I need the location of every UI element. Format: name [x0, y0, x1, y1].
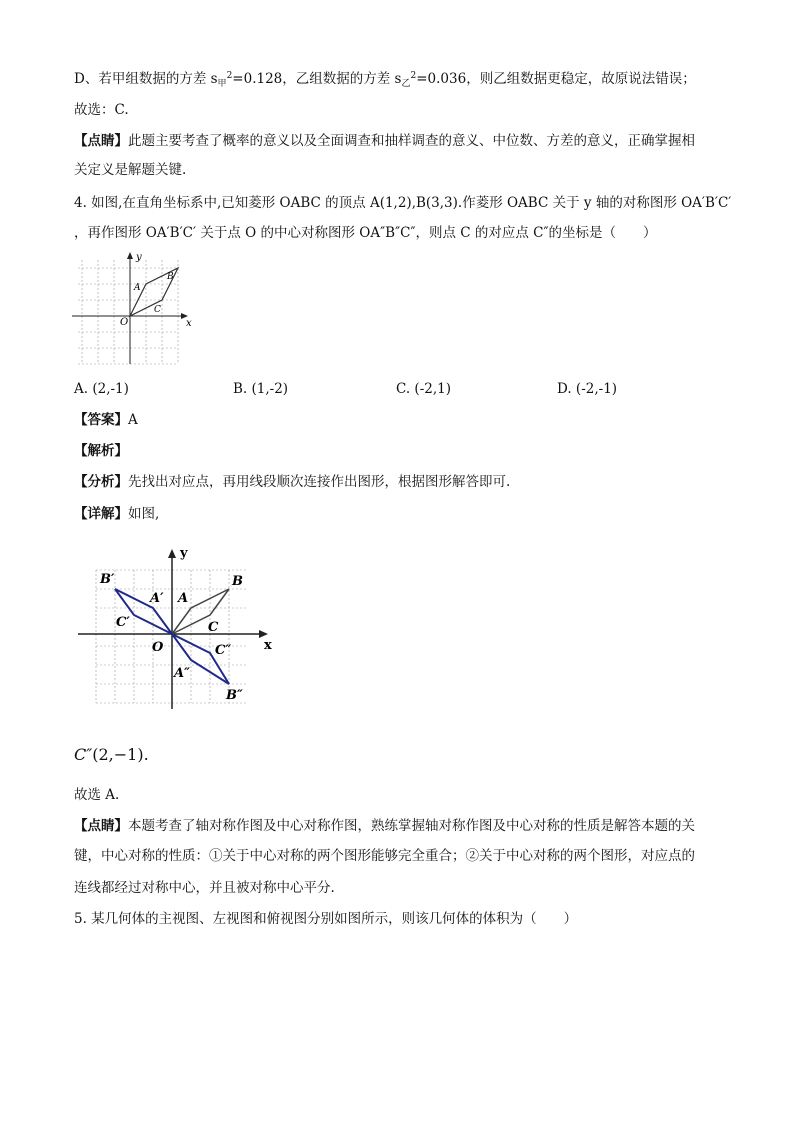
label-x: x: [186, 318, 192, 329]
option-c: C. (-2,1): [396, 381, 451, 397]
text-part: D、若甲组数据的方差 s: [74, 71, 218, 87]
label-a: A: [134, 283, 141, 293]
xiangjie-text: 如图,: [128, 506, 160, 522]
result-point: C″: [74, 745, 93, 764]
xiangjie-tag: 【详解】: [74, 506, 128, 522]
analysis-tag: 【解析】: [74, 443, 128, 459]
label-b: B: [167, 272, 174, 282]
label-c: C: [154, 305, 161, 315]
label-c2: C″: [215, 643, 232, 658]
review-text: 本题考查了轴对称作图及中心对称作图，熟练掌握轴对称作图及中心对称的性质是解答本题的关: [128, 818, 695, 834]
label-a: A: [178, 591, 189, 606]
label-b: B: [232, 574, 243, 589]
q4-stem-line1: 4. 如图,在直角坐标系中,已知菱形 OABC 的顶点 A(1,2),B(3,3).作菱形 OABC 关于 y 轴的对称图形 OA′B′C′: [74, 195, 732, 211]
review-tag: 【点睛】: [74, 818, 128, 834]
q5-stem: 5. 某几何体的主视图、左视图和俯视图分别如图所示，则该几何体的体积为（ ）: [74, 911, 578, 927]
result-value: (2,−1): [92, 745, 144, 764]
label-y: y: [180, 546, 188, 561]
fenxi-line: [74, 472, 510, 492]
label-c: C: [208, 620, 219, 635]
label-x: x: [264, 638, 272, 653]
answer-tag: 【答案】: [74, 412, 128, 428]
y-axis-arrow: [168, 549, 176, 558]
subscript: 乙: [401, 79, 411, 89]
q3-review-line1: [74, 131, 695, 151]
label-y: y: [136, 252, 142, 263]
answer-line: [74, 410, 138, 430]
label-a2: A″: [174, 666, 190, 681]
q3-review-line2: 关定义是解题关键.: [74, 162, 187, 178]
text-part: =0.128，乙组数据的方差 s: [232, 71, 402, 87]
review-tag: 【点睛】: [74, 133, 128, 149]
q4-review-line2: 键，中心对称的性质：①关于中心对称的两个图形能够完全重合；②关于中心对称的两个图形，对应点的: [74, 848, 695, 864]
option-b: B. (1,-2): [233, 381, 289, 397]
answer-value: A: [128, 412, 138, 428]
label-b2: B″: [226, 688, 243, 703]
y-axis-arrow: [127, 252, 133, 259]
text-part: =0.036，则乙组数据更稳定，故原说法错误；: [416, 71, 696, 87]
q4-stem-line2: ，再作图形 OA′B′C′ 关于点 O 的中心对称图形 OA″B″C″，则点 C 的对应点 C″的坐标是（ ）: [74, 225, 657, 241]
superscript: 2: [410, 71, 417, 81]
option-a: A. (2,-1): [74, 381, 129, 397]
superscript: 2: [226, 71, 233, 81]
result-end: .: [143, 745, 149, 764]
review-text: 此题主要考查了概率的意义以及全面调查和抽样调查的意义、中位数、方差的意义，正确掌握相: [128, 133, 695, 149]
option-d: D. (-2,-1): [557, 381, 618, 397]
xiangjie-line: [74, 504, 159, 524]
result-coordinate: [74, 745, 149, 764]
q4-review-line3: 连线都经过对称中心，并且被对称中心平分.: [74, 880, 335, 896]
label-o: O: [120, 317, 129, 328]
label-c1: C′: [116, 615, 130, 630]
option-d-explanation: [74, 66, 696, 94]
label-b1: B′: [100, 572, 115, 587]
q3-choose: 故选：C.: [74, 102, 129, 118]
q4-figure-original: [70, 250, 195, 368]
label-a1: A′: [150, 591, 164, 606]
subscript: 甲: [217, 79, 227, 89]
fenxi-text: 先找出对应点，再用线段顺次连接作出图形，根据图形解答即可.: [128, 474, 511, 490]
q4-figure-solution: [76, 545, 281, 715]
q4-review-line1: [74, 816, 695, 836]
fenxi-tag: 【分析】: [74, 474, 128, 490]
x-axis-arrow: [259, 630, 268, 638]
label-o: O: [152, 640, 164, 655]
q4-choose: 故选 A.: [74, 787, 120, 803]
